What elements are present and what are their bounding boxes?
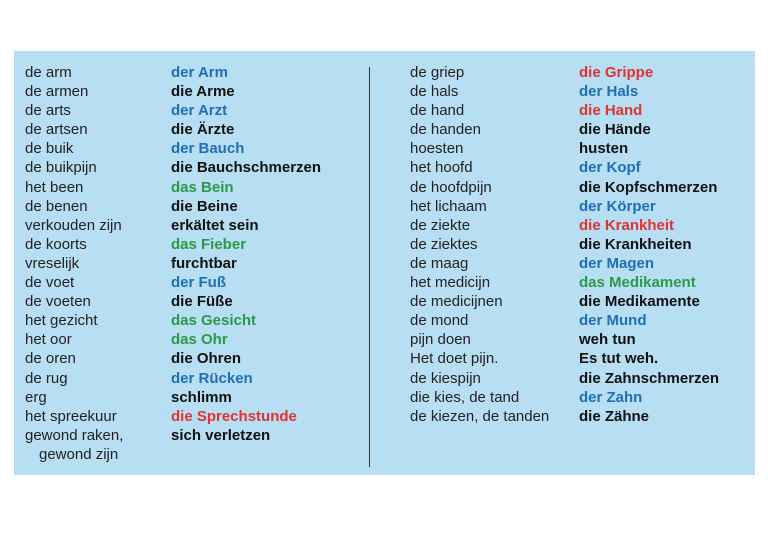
german-word: die Zahnschmerzen — [579, 369, 720, 387]
dutch-word: de hand — [410, 102, 465, 120]
german-word: der Arm — [171, 64, 228, 81]
german-word: der Körper — [579, 197, 656, 215]
german-word: die Hände — [579, 121, 651, 139]
german-word: weh tun — [579, 331, 636, 349]
german-word: das Bein — [171, 178, 234, 196]
dutch-word: de buik — [25, 140, 74, 158]
dutch-word: de voeten — [25, 293, 91, 311]
german-word: erkältet sein — [171, 216, 259, 234]
german-word: das Fieber — [171, 235, 247, 253]
dutch-word: de oren — [25, 350, 76, 368]
dutch-word: die kies, de tand — [410, 388, 520, 406]
dutch-word: het medicijn — [410, 274, 491, 292]
german-word: das Medikament — [579, 274, 696, 292]
dutch-word: pijn doen — [410, 331, 471, 349]
dutch-word: de benen — [25, 197, 88, 215]
german-word: der Fuß — [171, 274, 226, 292]
dutch-word: de mond — [410, 312, 469, 330]
dutch-word: de ziektes — [410, 235, 478, 253]
german-word: furchtbar — [171, 254, 237, 272]
german-word: husten — [579, 140, 629, 158]
dutch-word: het been — [25, 178, 84, 196]
german-word: der Rücken — [171, 369, 253, 387]
german-word: die Ärzte — [171, 121, 235, 139]
dutch-word: het gezicht — [25, 312, 98, 330]
dutch-word: het hoofd — [410, 159, 473, 177]
dutch-word: Het doet pijn. — [410, 350, 499, 368]
dutch-word: de hals — [410, 83, 459, 101]
german-word: die Zähne — [579, 407, 650, 425]
german-word: der Bauch — [171, 140, 245, 158]
dutch-word: de medicijnen — [410, 293, 503, 311]
dutch-word: de handen — [410, 121, 481, 139]
dutch-word: het oor — [25, 331, 72, 349]
german-word: der Magen — [579, 254, 655, 272]
german-word: Es tut weh. — [579, 350, 659, 368]
german-word: die Beine — [171, 197, 238, 215]
german-word: sich verletzen — [171, 426, 271, 444]
german-word: der Kopf — [579, 159, 641, 177]
german-word: die Arme — [171, 83, 235, 101]
dutch-word: hoesten — [410, 140, 464, 158]
dutch-column-right — [410, 63, 549, 426]
german-column-left — [171, 63, 321, 464]
dutch-word: de kiespijn — [410, 369, 481, 387]
dutch-column-left — [25, 63, 123, 464]
german-word: der Hals — [579, 83, 639, 101]
german-word: die Krankheiten — [579, 235, 692, 253]
dutch-word: het spreekuur — [25, 407, 117, 425]
dutch-word: gewond raken, — [25, 426, 124, 444]
german-word: die Kopfschmerzen — [579, 178, 718, 196]
german-word: das Ohr — [171, 331, 228, 349]
german-word — [171, 445, 321, 464]
dutch-word: het lichaam — [410, 197, 487, 215]
column-divider — [369, 67, 370, 467]
dutch-word: de buikpijn — [25, 159, 97, 177]
dutch-word: de arm — [25, 64, 72, 81]
dutch-word: de hoofdpijn — [410, 178, 492, 196]
german-word: die Bauchschmerzen — [171, 159, 322, 177]
german-column-right — [579, 63, 719, 426]
dutch-word: verkouden zijn — [25, 216, 122, 234]
dutch-word: de arts — [25, 102, 71, 120]
german-word: das Gesicht — [171, 312, 257, 330]
dutch-word: erg — [25, 388, 47, 406]
german-word: der Arzt — [171, 102, 228, 120]
german-word: die Sprechstunde — [171, 407, 297, 425]
dutch-word: de rug — [25, 369, 68, 387]
dutch-word: de griep — [410, 64, 465, 81]
dutch-word: de voet — [25, 274, 75, 292]
dutch-word: de maag — [410, 254, 469, 272]
german-word: die Krankheit — [579, 216, 675, 234]
dutch-word: gewond zijn — [39, 445, 119, 463]
dutch-word: de armen — [25, 83, 89, 101]
dutch-word: de koorts — [25, 235, 87, 253]
german-word: die Füße — [171, 293, 233, 311]
dutch-word: de kiezen, de tanden — [410, 407, 550, 425]
dutch-word: de artsen — [25, 121, 88, 139]
german-word: schlimm — [171, 388, 232, 406]
dutch-word: de ziekte — [410, 216, 471, 234]
german-word: die Grippe — [579, 64, 654, 81]
dutch-word: vreselijk — [25, 254, 80, 272]
german-word: der Mund — [579, 312, 647, 330]
german-word: der Zahn — [579, 388, 643, 406]
german-word: die Ohren — [171, 350, 242, 368]
german-word: die Medikamente — [579, 293, 700, 311]
german-word: die Hand — [579, 102, 643, 120]
